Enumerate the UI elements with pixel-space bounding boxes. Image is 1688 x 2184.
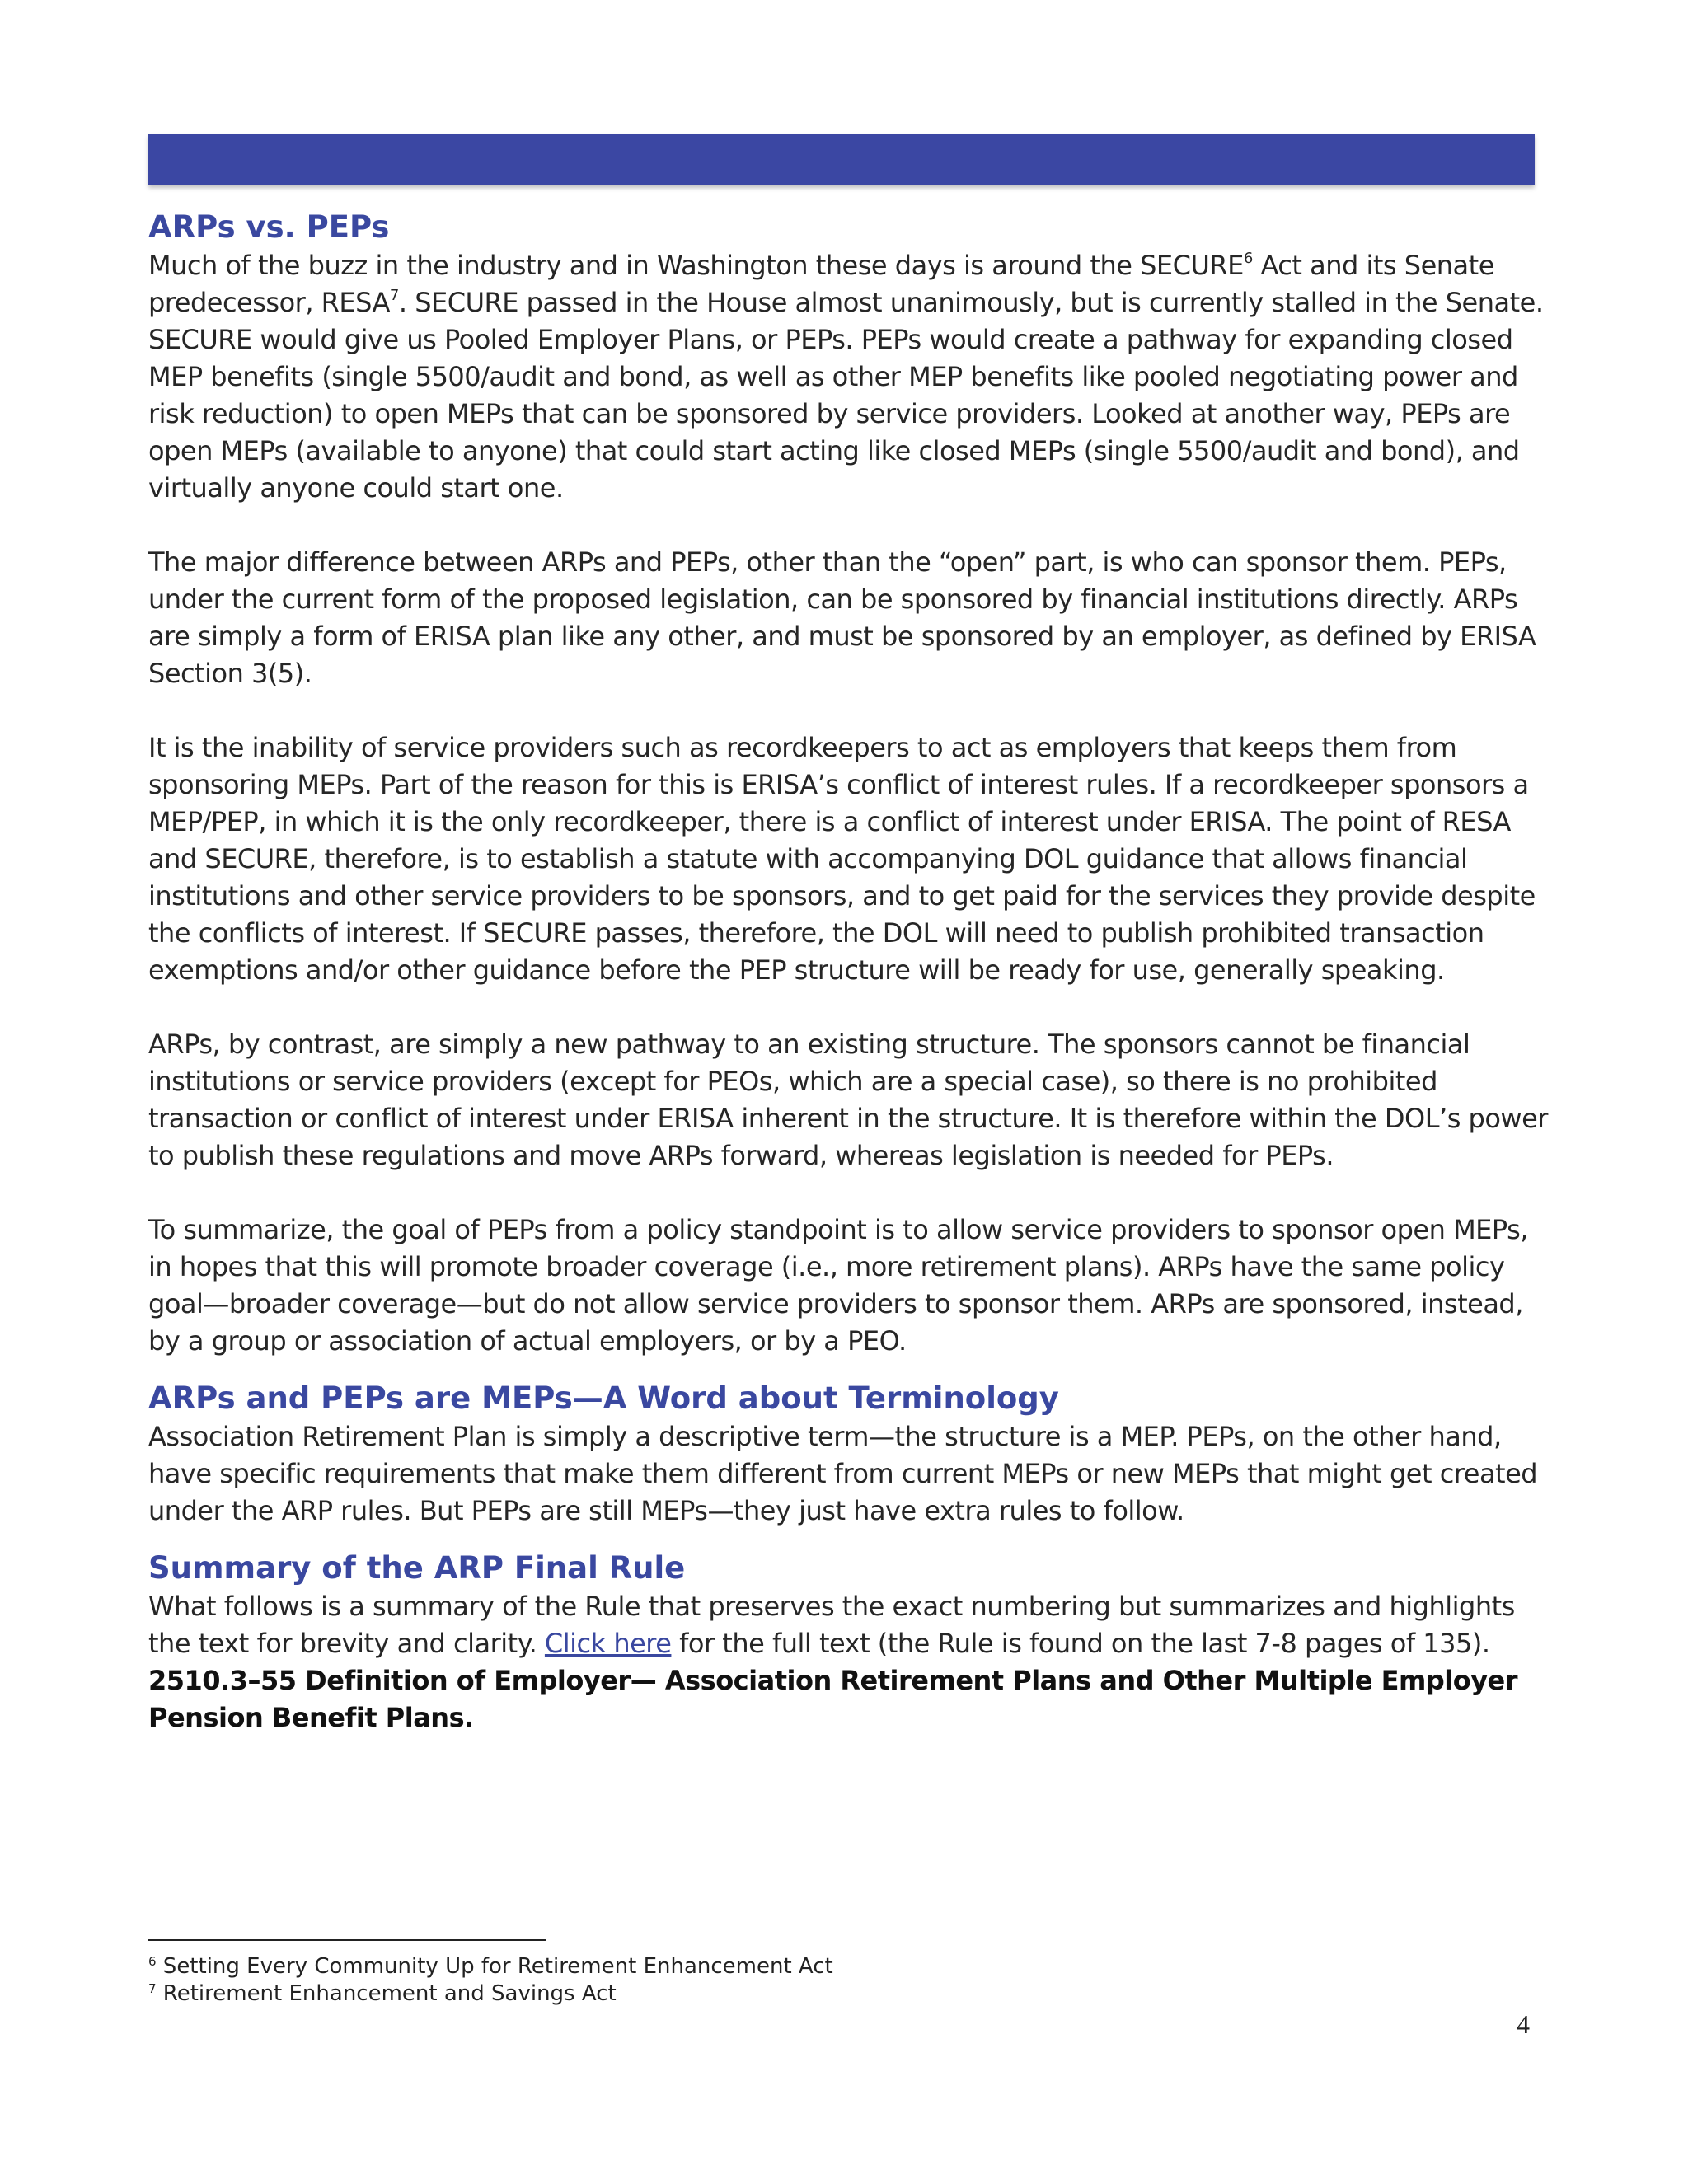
full-text-link[interactable]: Click here [544, 1628, 672, 1659]
footnote-7 [148, 1980, 833, 2008]
footnote-6 [148, 1953, 833, 1980]
paragraph-service-providers: It is the inability of service providers such as recordkeepers to act as employers that keeps them from sponsoring MEPs. Part of the reason for this is ERISA’s conflict of interest rules. If a recordkeeper sponsors a MEP/PEP, in which it is the only recordkeeper, there is a conflict of interest under ERISA. The point of RESA and SECURE, therefore, is to establish a statute with accompanying DOL guidance that allows financial institutions and other service providers to be sponsors, and to get paid for the services they provide despite the conflicts of interest. If SECURE passes, therefore, the DOL will need to publish prohibited transaction exemptions and/or other guidance before the PEP structure will be ready for use, generally speaking. [148, 732, 1536, 986]
footnote-ref-7[interactable]: 7 [389, 287, 399, 304]
paragraph-arps-contrast: ARPs, by contrast, are simply a new pathway to an existing structure. The sponsors cannot be financial institutions or service providers (except for PEOs, which are a special case), so there is no prohibited transaction or conflict of interest under ERISA inherent in the structure. It is therefore within the DOL’s power to publish these regulations and move ARPs forward, whereas legislation is needed for PEPs. [148, 1029, 1548, 1171]
paragraph-final-rule [148, 1588, 1550, 1662]
section-heading-terminology: ARPs and PEPs are MEPs—A Word about Terminology [148, 1380, 1059, 1416]
footnotes [148, 1953, 833, 2008]
footnote-ref-6[interactable]: 6 [1243, 250, 1253, 267]
footnote-number: 7 [148, 1981, 157, 1996]
definition-heading: 2510.3–55 Definition of Employer— Association Retirement Plans and Other Multiple Employer Pension Benefit Plans. [148, 1665, 1518, 1733]
section-heading-arps-vs-peps: ARPs vs. PEPs [148, 209, 390, 245]
text-run: Act and its Senate predecessor, RESA [148, 250, 1494, 318]
text-run: Much of the buzz in the industry and in Washington these days is around the SECURE [148, 250, 1244, 281]
text-run: What follows is a summary of the Rule that preserves the exact numbering but summarizes and highlights the text for brevity and clarity. [148, 1591, 1515, 1659]
text-run: . SECURE passed in the House almost unanimously, but is currently stalled in the Senate. SECURE would give us Pooled Employer Plans, or PEPs. PEPs would create a pathway for expanding closed MEP benefits (single 5500/audit and bond, as well as other MEP benefits like pooled negotiating power and risk reduction) to open MEPs that can be sponsored by service providers. Looked at another way, PEPs are open MEPs (available to anyone) that could start acting like closed MEPs (single 5500/audit and bond), and virtually anyone could start one. [148, 287, 1544, 504]
paragraph-secure-act [148, 247, 1550, 507]
footnote-text: Setting Every Community Up for Retirement Enhancement Act [156, 1954, 833, 1979]
header-banner [148, 134, 1535, 185]
paragraph-summary: To summarize, the goal of PEPs from a policy standpoint is to allow service providers to sponsor open MEPs, in hopes that this will promote broader coverage (i.e., more retirement plans). ARPs have the same policy goal—broader coverage—but do not allow service providers to sponsor them. ARPs are sponsored, instead, by a group or association of actual employers, or by a PEO. [148, 1214, 1528, 1357]
footnote-number: 6 [148, 1954, 157, 1969]
text-run: for the full text (the Rule is found on the last 7-8 pages of 135). [671, 1628, 1490, 1659]
paragraph-major-difference: The major difference between ARPs and PEPs, other than the “open” part, is who can sponsor them. PEPs, under the current form of the proposed legislation, can be sponsored by financial institutions directly. ARPs are simply a form of ERISA plan like any other, and must be sponsored by an employer, as defined by ERISA Section 3(5). [148, 546, 1536, 689]
footnote-divider [148, 1939, 546, 1941]
page-content [148, 208, 1550, 1736]
section-heading-final-rule: Summary of the ARP Final Rule [148, 1550, 686, 1586]
footnote-text: Retirement Enhancement and Savings Act [156, 1981, 617, 2006]
paragraph-terminology: Association Retirement Plan is simply a descriptive term—the structure is a MEP. PEPs, on the other hand, have specific requirements that make them different from current MEPs or new MEPs that might get created under the ARP rules. But PEPs are still MEPs—they just have extra rules to follow. [148, 1421, 1538, 1526]
page-number: 4 [1517, 2009, 1530, 2039]
